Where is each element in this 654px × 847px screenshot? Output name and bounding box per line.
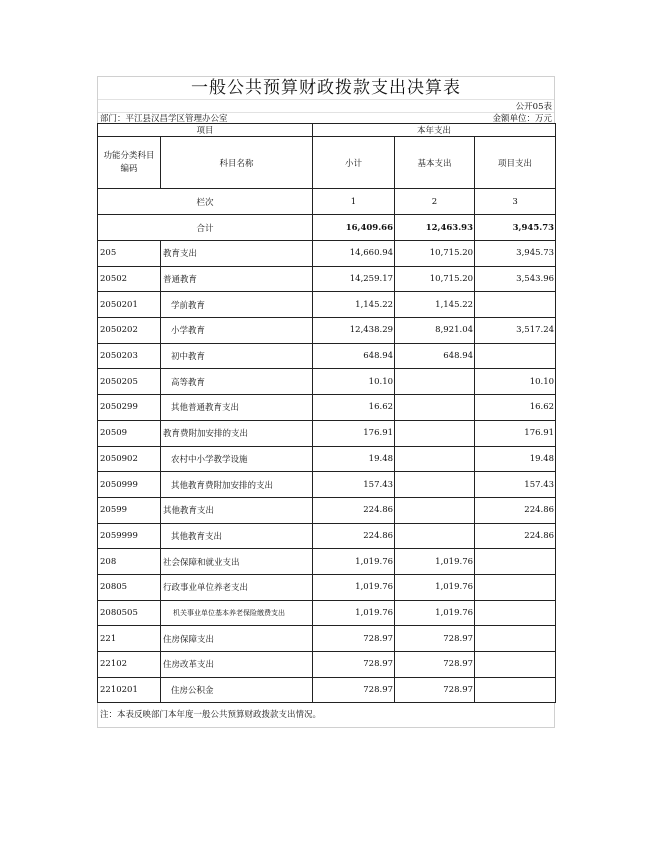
- row-basic: 648.94: [395, 343, 475, 369]
- row-project: [475, 600, 556, 626]
- table-row: [98, 549, 556, 575]
- table-row: [98, 677, 556, 703]
- row-basic: [395, 395, 475, 421]
- row-code: 20509: [98, 420, 161, 446]
- row-subtotal: 224.86: [313, 497, 395, 523]
- row-project: 3,517.24: [475, 318, 556, 344]
- header-basic: 基本支出: [395, 137, 475, 189]
- total-project: 3,945.73: [475, 215, 556, 241]
- row-name: 教育费附加安排的支出: [161, 420, 313, 446]
- row-project: 19.48: [475, 446, 556, 472]
- row-name: 住房改革支出: [161, 652, 313, 678]
- row-project: [475, 626, 556, 652]
- table-row: [98, 523, 556, 549]
- table-row: [98, 241, 556, 267]
- header-subtotal: 小计: [313, 137, 395, 189]
- row-code: 2050299: [98, 395, 161, 421]
- total-row: [98, 215, 556, 241]
- row-subtotal: 728.97: [313, 677, 395, 703]
- column-index-label: 栏次: [98, 189, 313, 215]
- header-current-year: 本年支出: [313, 124, 556, 137]
- row-basic: 8,921.04: [395, 318, 475, 344]
- footnote: 注：本表反映部门本年度一般公共预算财政拨款支出情况。: [97, 703, 555, 728]
- meta-divider: [98, 99, 554, 113]
- table-row: [98, 497, 556, 523]
- table-row: [98, 292, 556, 318]
- total-basic: 12,463.93: [395, 215, 475, 241]
- table-row: [98, 472, 556, 498]
- row-basic: 728.97: [395, 626, 475, 652]
- row-name: 教育支出: [161, 241, 313, 267]
- total-label: 合计: [98, 215, 313, 241]
- row-project: [475, 677, 556, 703]
- total-subtotal: 16,409.66: [313, 215, 395, 241]
- row-project: 16.62: [475, 395, 556, 421]
- row-project: [475, 343, 556, 369]
- row-basic: [395, 523, 475, 549]
- row-code: 2050205: [98, 369, 161, 395]
- row-subtotal: 157.43: [313, 472, 395, 498]
- row-project: 3,543.96: [475, 266, 556, 292]
- row-name: 住房保障支出: [161, 626, 313, 652]
- table-row: [98, 266, 556, 292]
- row-basic: 728.97: [395, 652, 475, 678]
- form-number: 公开05表: [515, 102, 552, 112]
- row-basic: 1,019.76: [395, 549, 475, 575]
- row-basic: 10,715.20: [395, 266, 475, 292]
- row-subtotal: 648.94: [313, 343, 395, 369]
- table-row: [98, 395, 556, 421]
- header-name: 科目名称: [161, 137, 313, 189]
- table-row: [98, 626, 556, 652]
- table-row: [98, 318, 556, 344]
- row-code: 208: [98, 549, 161, 575]
- column-index-1: 1: [313, 189, 395, 215]
- row-code: 2050203: [98, 343, 161, 369]
- row-basic: [395, 472, 475, 498]
- column-index-row: [98, 189, 556, 215]
- row-name: 农村中小学教学设施: [161, 446, 313, 472]
- row-subtotal: 1,019.76: [313, 600, 395, 626]
- row-subtotal: 1,145.22: [313, 292, 395, 318]
- row-project: 224.86: [475, 497, 556, 523]
- row-subtotal: 14,259.17: [313, 266, 395, 292]
- row-basic: [395, 497, 475, 523]
- row-basic: 1,019.76: [395, 600, 475, 626]
- row-subtotal: 19.48: [313, 446, 395, 472]
- row-subtotal: 728.97: [313, 652, 395, 678]
- row-subtotal: 1,019.76: [313, 549, 395, 575]
- row-code: 20599: [98, 497, 161, 523]
- table-row: [98, 420, 556, 446]
- row-code: 2050999: [98, 472, 161, 498]
- table-row: [98, 574, 556, 600]
- row-basic: 728.97: [395, 677, 475, 703]
- row-code: 205: [98, 241, 161, 267]
- table-row: [98, 446, 556, 472]
- row-name: 高等教育: [161, 369, 313, 395]
- row-project: [475, 549, 556, 575]
- row-name: 行政事业单位养老支出: [161, 574, 313, 600]
- sheet-meta: [97, 99, 555, 123]
- row-code: 2059999: [98, 523, 161, 549]
- row-name: 社会保障和就业支出: [161, 549, 313, 575]
- row-subtotal: 176.91: [313, 420, 395, 446]
- row-subtotal: 16.62: [313, 395, 395, 421]
- row-code: 2050902: [98, 446, 161, 472]
- row-basic: [395, 369, 475, 395]
- row-subtotal: 10.10: [313, 369, 395, 395]
- row-name: 初中教育: [161, 343, 313, 369]
- row-project: 176.91: [475, 420, 556, 446]
- header-row-2: [98, 137, 556, 189]
- header-code: 功能分类科目 编码: [98, 137, 161, 189]
- row-basic: 10,715.20: [395, 241, 475, 267]
- table-row: [98, 369, 556, 395]
- row-project: 3,945.73: [475, 241, 556, 267]
- column-index-3: 3: [475, 189, 556, 215]
- row-subtotal: 728.97: [313, 626, 395, 652]
- row-name: 其他教育支出: [161, 497, 313, 523]
- row-project: 224.86: [475, 523, 556, 549]
- row-code: 20502: [98, 266, 161, 292]
- row-code: 221: [98, 626, 161, 652]
- row-code: 20805: [98, 574, 161, 600]
- expenditure-table: [97, 123, 556, 703]
- header-item: 项目: [98, 124, 313, 137]
- table-row: [98, 652, 556, 678]
- row-name: 小学教育: [161, 318, 313, 344]
- row-code: 2210201: [98, 677, 161, 703]
- row-code: 22102: [98, 652, 161, 678]
- row-project: [475, 292, 556, 318]
- row-basic: 1,019.76: [395, 574, 475, 600]
- row-name: 住房公积金: [161, 677, 313, 703]
- row-name: 其他教育支出: [161, 523, 313, 549]
- row-project: [475, 652, 556, 678]
- row-name: 普通教育: [161, 266, 313, 292]
- page-title: 一般公共预算财政拨款支出决算表: [97, 76, 555, 99]
- row-name: 机关事业单位基本养老保险缴费支出: [161, 600, 313, 626]
- column-index-2: 2: [395, 189, 475, 215]
- row-subtotal: 14,660.94: [313, 241, 395, 267]
- header-project: 项目支出: [475, 137, 556, 189]
- row-code: 2080505: [98, 600, 161, 626]
- unit-label: 金额单位：万元: [492, 114, 552, 124]
- row-basic: [395, 420, 475, 446]
- row-subtotal: 224.86: [313, 523, 395, 549]
- row-code: 2050201: [98, 292, 161, 318]
- row-name: 学前教育: [161, 292, 313, 318]
- row-subtotal: 1,019.76: [313, 574, 395, 600]
- table-row: [98, 343, 556, 369]
- row-name: 其他普通教育支出: [161, 395, 313, 421]
- row-project: [475, 574, 556, 600]
- table-row: [98, 600, 556, 626]
- row-project: 157.43: [475, 472, 556, 498]
- header-row-1: [98, 124, 556, 137]
- row-project: 10.10: [475, 369, 556, 395]
- department-label: 部门：平江县汉昌学区管理办公室: [100, 114, 228, 124]
- row-subtotal: 12,438.29: [313, 318, 395, 344]
- row-basic: 1,145.22: [395, 292, 475, 318]
- budget-sheet: [97, 76, 555, 728]
- row-basic: [395, 446, 475, 472]
- row-code: 2050202: [98, 318, 161, 344]
- row-name: 其他教育费附加安排的支出: [161, 472, 313, 498]
